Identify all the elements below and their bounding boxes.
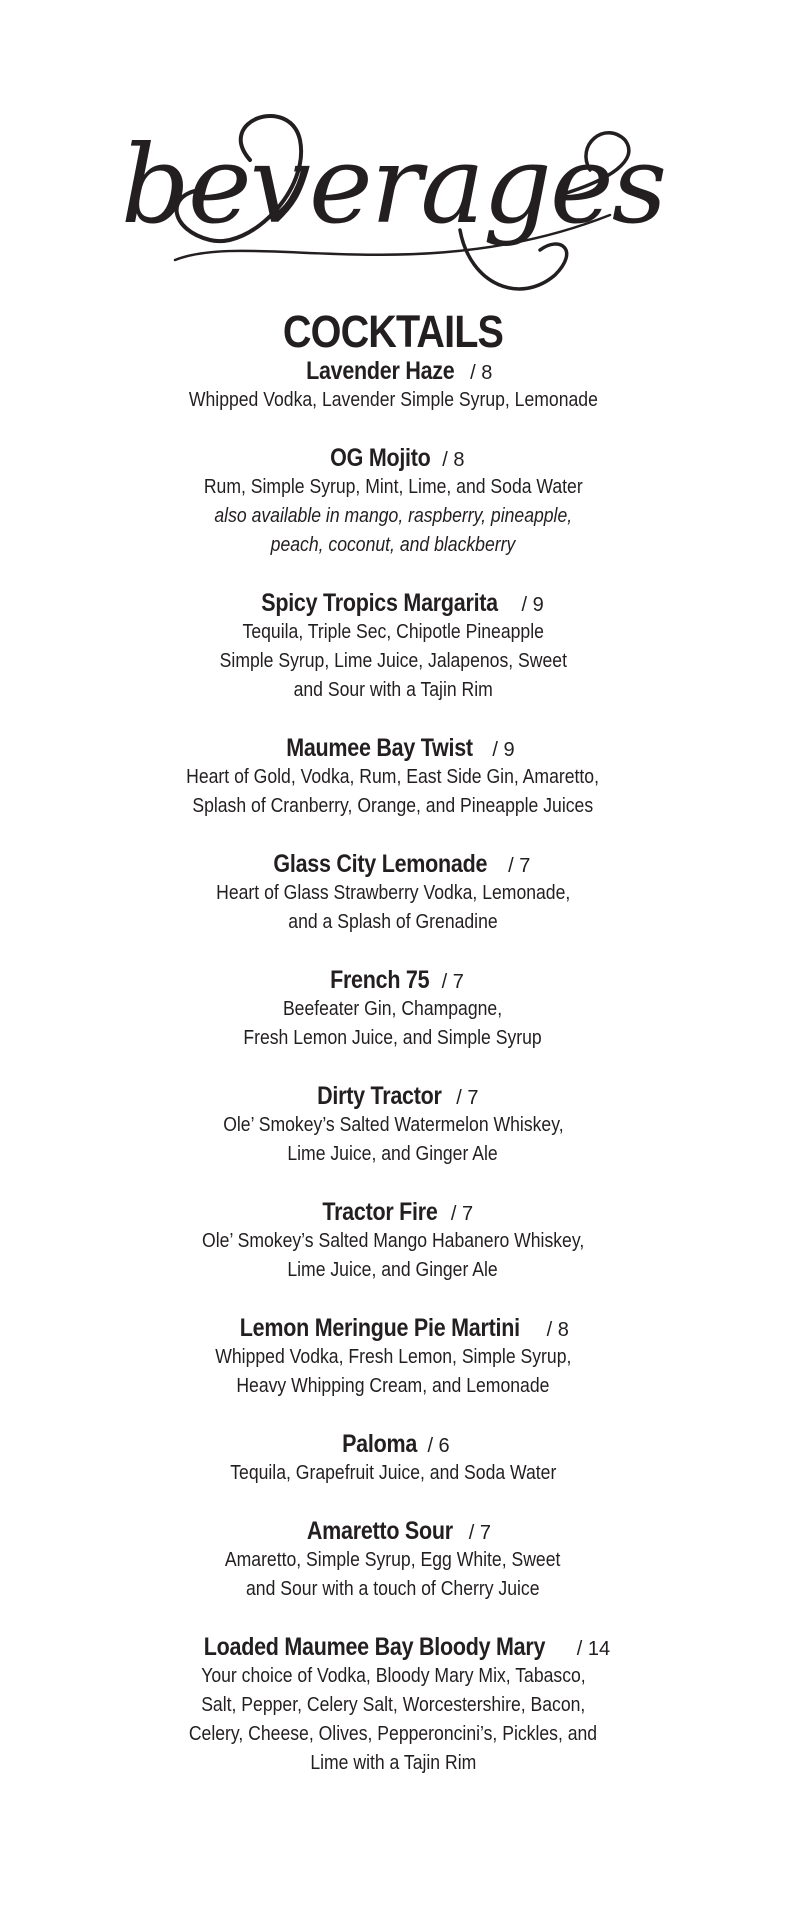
item-description-line — [0, 473, 786, 502]
item-description-line — [0, 1024, 786, 1053]
item-price: / 7 — [441, 971, 464, 993]
item-description-line — [0, 1372, 786, 1401]
item-description-text: Celery, Cheese, Olives, Pepperoncini’s, Pickles, and — [188, 1723, 598, 1745]
menu-item — [0, 588, 786, 705]
item-description-line — [0, 386, 786, 415]
item-description-line — [0, 1111, 786, 1140]
item-name: Lemon Meringue Pie Martini — [239, 1314, 520, 1342]
item-name-line — [0, 1516, 786, 1546]
item-description-text: Lime Juice, and Ginger Ale — [287, 1259, 499, 1281]
item-description-line — [0, 1575, 786, 1604]
item-description-text: Simple Syrup, Lime Juice, Jalapenos, Sweet — [219, 650, 567, 672]
item-name: Spicy Tropics Margarita — [261, 589, 499, 617]
item-description-line — [0, 676, 786, 705]
item-description-line — [0, 1256, 786, 1285]
item-description-line — [0, 1691, 786, 1720]
item-description-line — [0, 1140, 786, 1169]
item-description-text: Ole’ Smokey’s Salted Watermelon Whiskey, — [222, 1114, 564, 1136]
item-description-line — [0, 1343, 786, 1372]
item-description-text: Whipped Vodka, Lavender Simple Syrup, Lemonade — [188, 389, 598, 411]
item-name: Maumee Bay Twist — [286, 734, 474, 762]
item-description-text: Lime with a Tajin Rim — [310, 1752, 476, 1774]
item-name-line — [0, 849, 786, 879]
item-name-line — [0, 356, 786, 386]
item-description-line — [0, 1720, 786, 1749]
item-name: Lavender Haze — [305, 357, 455, 385]
menu-item — [0, 1429, 786, 1488]
item-price: / 7 — [508, 855, 531, 877]
item-description-line — [0, 647, 786, 676]
item-description-text: Salt, Pepper, Celery Salt, Worcestershire, Bacon, — [200, 1694, 586, 1716]
item-note-text: also available in mango, raspberry, pineapple, — [214, 505, 572, 527]
item-name: French 75 — [330, 966, 430, 994]
item-description-text: Heavy Whipping Cream, and Lemonade — [236, 1375, 550, 1397]
beverages-script-logo — [0, 100, 786, 300]
menu-item — [0, 1313, 786, 1401]
item-name-line — [0, 588, 786, 618]
item-description-text: Heart of Gold, Vodka, Rum, East Side Gin, Amaretto, — [186, 766, 600, 788]
item-price: / 14 — [576, 1638, 611, 1660]
item-name-line — [0, 1313, 786, 1343]
item-description-text: and Sour with a Tajin Rim — [293, 679, 493, 701]
item-price: / 9 — [492, 739, 515, 761]
item-name-line — [0, 1632, 786, 1662]
item-description-line — [0, 1546, 786, 1575]
item-name-line — [0, 1429, 786, 1459]
item-name: OG Mojito — [329, 444, 431, 472]
cocktail-list — [0, 356, 786, 1806]
menu-item — [0, 849, 786, 937]
menu-item — [0, 443, 786, 560]
item-description-text: Amaretto, Simple Syrup, Egg White, Sweet — [225, 1549, 561, 1571]
item-name-line — [0, 1081, 786, 1111]
item-price: / 7 — [468, 1522, 491, 1544]
menu-item — [0, 1516, 786, 1604]
menu-item — [0, 1632, 786, 1778]
item-name: Loaded Maumee Bay Bloody Mary — [203, 1633, 546, 1661]
item-note-text: peach, coconut, and blackberry — [270, 534, 516, 556]
item-name-line — [0, 443, 786, 473]
menu-item — [0, 733, 786, 821]
item-note-line — [0, 531, 786, 560]
item-description-line — [0, 618, 786, 647]
item-price: / 8 — [470, 362, 493, 384]
item-description-line — [0, 1459, 786, 1488]
item-description-line — [0, 763, 786, 792]
item-description-text: Heart of Glass Strawberry Vodka, Lemonade, — [215, 882, 571, 904]
item-price: / 7 — [456, 1087, 479, 1109]
item-description-line — [0, 792, 786, 821]
menu-item — [0, 356, 786, 415]
item-price: / 8 — [442, 449, 465, 471]
item-description-line — [0, 908, 786, 937]
item-name: Paloma — [342, 1430, 418, 1458]
item-description-text: Your choice of Vodka, Bloody Mary Mix, Tabasco, — [200, 1665, 586, 1687]
item-description-text: Beefeater Gin, Champagne, — [283, 998, 503, 1020]
item-description-text: Lime Juice, and Ginger Ale — [287, 1143, 499, 1165]
item-price: / 6 — [427, 1435, 450, 1457]
item-price: / 9 — [521, 594, 544, 616]
item-name-line — [0, 733, 786, 763]
item-description-text: Splash of Cranberry, Orange, and Pineapple Juices — [192, 795, 594, 817]
item-description-line — [0, 995, 786, 1024]
beverages-title — [0, 100, 786, 300]
item-description-line — [0, 879, 786, 908]
item-description-text: Whipped Vodka, Fresh Lemon, Simple Syrup, — [214, 1346, 572, 1368]
item-description-text: Ole’ Smokey’s Salted Mango Habanero Whiskey, — [201, 1230, 585, 1252]
item-price: / 7 — [450, 1203, 474, 1225]
item-name: Dirty Tractor — [317, 1082, 443, 1110]
item-description-text: Rum, Simple Syrup, Mint, Lime, and Soda Water — [203, 476, 583, 498]
item-description-line — [0, 1749, 786, 1778]
item-name-line — [0, 1197, 786, 1227]
item-name: Amaretto Sour — [306, 1517, 453, 1545]
item-note-line — [0, 502, 786, 531]
item-name: Tractor Fire — [322, 1198, 438, 1226]
section-heading: COCKTAILS — [282, 306, 504, 357]
item-price: / 8 — [546, 1319, 569, 1341]
item-description-line — [0, 1227, 786, 1256]
item-description-text: Tequila, Grapefruit Juice, and Soda Water — [229, 1462, 557, 1484]
item-description-text: and a Splash of Grenadine — [288, 911, 498, 933]
item-name: Glass City Lemonade — [272, 850, 487, 878]
title-text: beverages — [120, 123, 666, 248]
menu-item — [0, 1197, 786, 1285]
menu-item — [0, 965, 786, 1053]
item-description-line — [0, 1662, 786, 1691]
item-name-line — [0, 965, 786, 995]
item-description-text: Tequila, Triple Sec, Chipotle Pineapple — [242, 621, 544, 643]
item-description-text: Fresh Lemon Juice, and Simple Syrup — [243, 1027, 543, 1049]
menu-item — [0, 1081, 786, 1169]
item-description-text: and Sour with a touch of Cherry Juice — [246, 1578, 540, 1600]
